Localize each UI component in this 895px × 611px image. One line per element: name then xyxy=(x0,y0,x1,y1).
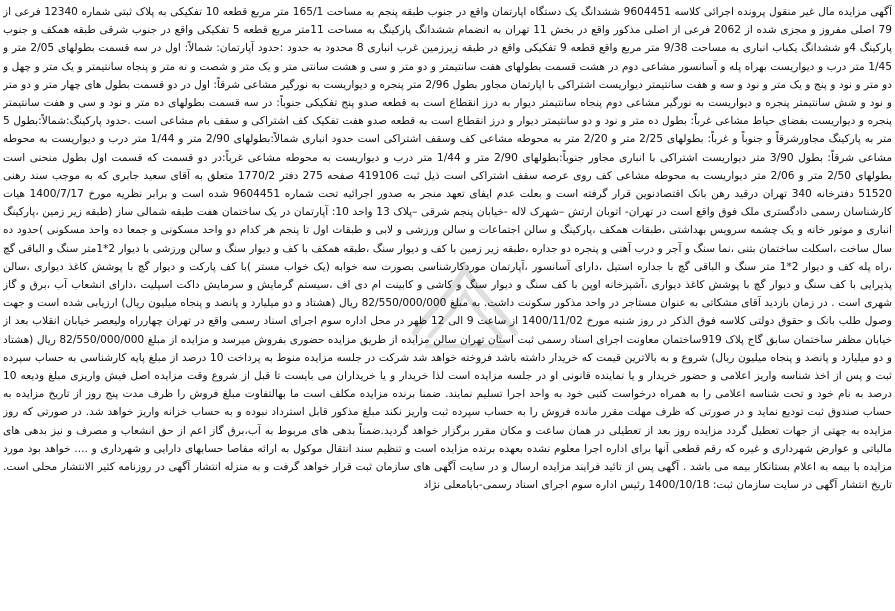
notice-document xyxy=(3,3,892,608)
notice-body-text: آگهی مزایده مال غیر منقول پرونده اجرائی کلاسه 9604451 ششدانگ یک دستگاه اپارتمان واقع در جنوب طبقه پنجم به مساحت 165/1 متر مربع قطعه 10 تفکیکی به پلاک ثبتی شماره 12340 فرعی از 79 اصلی مفروز و مجزی شده از 2062 فرعی از اصلی مذکور واقع در بخش 11 تهران به انضمام ششدانگ پارکینگ به مساحت 11متر مربع قطعه 5 تفکیکی واقع در جنوب شرقی طبقه همکف و جنوب پارکینگ 4و ششدانگ یکباب انباری به مساحت 9/38 متر مربع واقع قطعه 9 تفکیکی واقع در طبقه زیرزمین غرب انباری 8 محدود به حدود :حدود آپارتمان: شمالاً: اول در سه قسمت بطولهای 2/05 متر و 1/45 متر درب و دیواریست بهراه پله و آسانسور مشاعی دوم در هشت قسمت بطولهای هفت سانتیمتر و دو متر و سی و هشت سانتی متر و یک متر و شصت و نه متر و پنجاه سانتیمتر و یک متر و چهل و دو متر و نود و پنج و یک متر و نود و سه و هفت سانتیمتر دیواریست اشتراکی با اپارتمان مجاور بطول 2/96 متر پنجره و دیواریست به نورگیر مشاعی شرقاً: اول در دو قسمت بطول های چهار متر و دو متر و نود و شش سانتیمتر پنجره و دیواریست به نورگیر مشاعی دوم پنجاه سانتیمتر دیوار به درز انقطاع است به قطعه صدو پنج تفکیکی جنوباً: در سه قسمت بطولهای ده متر و نود و سی و هفت سانتیمتر پنجره و دیواریست بفضای حیاط مشاعی غرباً: بطول ده متر و نود و دو سانتیمتر دیوار و درز انقطاع است به قطعه صدو هفت تفکیک کف اشتراکی و سقف بام مشاعی است .حدود پارکینگ:شمالاً:بطول 5 متر به پارکینگ مجاورشرقاً و جنوباً و غرباً: بطولهای 2/25 متر و 2/20 متر به محوطه مشاعی کف وسقف اشتراکی است حدود انباری شمالاً:بطولهای 2/90 متر و 1/44 متر درب و دیواریست به محوطه مشاعی شرقاً: بطول 3/90 متر دیواریست اشتراکی با انباری مجاور جنوباً:بطولهای 2/90 متر و 1/44 متر درب و دیواریست به محوطه مشاعی غرباً:در دو قسمت که قسمت اول بطول منحنی است بطولهای 2/50 متر و 2/06 متر دیواریست به محوطه مشاعی کف روی عرصه سقف اشتراکی است ذیل ثبت 419106 صفحه 275 دفتر 1770/2 متعلق به آقای سعید جابری که به موجب سند رهنی 51520 دفترخانه 340 تهران درقید رهن بانک اقتصادنوین قرار گرفته است و بعلت عدم ایفای تعهد منجر به صدور اجرائیه تحت شماره 9604451 شده است و برابر نظریه مورخ 1400/7/17 هیات کارشناسان رسمی دادگستری ملک فوق واقع است در تهران- اتوبان ارتش –شهرک لاله -خیابان پنجم شرقی –پلاک 13 واحد 10: آپارتمان در یک ساختمان هفت طبقه شمالی ساز (طبقه زیر زمین ،پارکینگ انباری و موتور خانه و یک چشمه سرویس بهداشتی ،طبقات همکف ،پارکینگ و سالن اجتماعات و سالن ورزشی و لابی و طبقات اول تا پنجم هر کدام دو واحد مسکونی و جمعا ده واحد مسکونی )حدود ده سال ساخت ،اسکلت ساختمان بتنی ،نما سنگ و آجر و درب آهنی و پنجره دو جداره ،طبقه زیر زمین با کف و دیوار سنگ ،طبقه همکف با کف و دیوار سنگ و سالن ورزشی با دیوار 2*1متر سنگ و الباقی گچ ،راه پله کف و دیوار 2*1 متر سنگ و الباقی گچ با جداره استیل ،دارای آسانسور ،آپارتمان موردکارشناسی بصورت سه خوابه (یک خواب مستر )با کف پارکت و دیوار گچ با پوشش کاغذ دیواری ،سالن پذیرایی با کف سنگ و دیوار گچ با پوشش کاغذ دیواری ،آشپزخانه اوپن با کف سنگ و دیوار سنگ و کاشی و کابینت ام دی اف ،سیستم گرمایش و سرمایش داکت اسپلیت ،دارای انشعاب آب ،برق و گاز شهری است . در زمان بازدید آقای مشکاتی به عنوان مستاجر در واحد مذکور سکونت داشت. به مبلغ 82/550/000/000 ریال (هشتاد و دو میلیارد و پانصد و پنجاه میلیون ریال) ارزیابی شده است و جهت وصول طلب بانک و حقوق دولتی کلاسه فوق الذکر در روز شنبه مورخ 1400/11/02 از ساعت 9 الی 12 ظهر در محل اداره سوم اجرای اسناد رسمی واقع در تهران چهارراه ولیعصر خیابان انقلاب بعد از خیابان مظفر ساختمان سابق گاج پلاک 919ساختمان معاونت اجرای اسناد رسمی ثبت استان تهران سالن مزایده از طریق مزایده حضوری بفروش میرسد و مزایده از مبلغ 82/550/000/000 ریال (هشتاد و دو میلیارد و پانصد و پنجاه میلیون ریال) شروع و به بالاترین قیمت که خریدار داشته باشد فروخته خواهد شد شرکت در جلسه مزایده منوط به پرداخت 10 درصد از مبلغ پایه کارشناسی به حساب سپرده ثبت و پس از اخذ شناسه واریز اعلامی و حضور خریدار و یا نماینده قانونی او در جلسه مزایده است لذا خریدار و یا خریداران می بایست تا قبل از شروع وقت مزایده اصل فیش واریزی مبلغ ودیعه 10 درصد به نام خود و تحت شناسه اعلامی را به همراه درخواست کتبی خود به واحد اجرا تسلیم نمایند. ضمنا برنده مزایده مکلف است ما بهالتفاوت مبلغ فروش را ظرف مدت پنج روز از تاریخ مزایده به حساب صندوق ثبت تودیع نماید و در صورتی که ظرف مهلت مقرر مانده فروش را به حساب سپرده ثبت واریز نکند مبلغ مذکور قابل استرداد نبوده و به حساب خزانه واریز خواهد شد. در صورتی که روز مزایده به جهتی از جهات تعطیل گردد مزایده روز بعد از تعطیلی در همان ساعت و مکان مقرر برگزار خواهد گردید.ضمناً بدهی های مربوط به آب،برق گاز اعم از حق انشعاب و مصرف و نیز بدهی های مالیاتی و عوارض شهرداری و غیره که رقم قطعی آنها برای اداره اجرا معلوم نشده بعهده برنده مزایده است و تنظیم سند انتقال موکول به ارائه مفاصا حسابهای دارایی و شهرداری و .... خواهد بود مورد مزایده با بیمه به اعلام بستانکار بیمه می باشد . آگهی پس از تائید فرایند مزایده ارسال و در سایت آگهی های سازمان ثبت قرار خواهد گرفت و به منزله انتشار آگهی در روزنامه کثیر الانتشار محلی است. تاریخ انتشار آگهی در سایت سازمان ثبت: 1400/10/18 رئیس اداره سوم اجرای اسناد رسمی-بابامعلی نژاد xyxy=(3,6,892,492)
